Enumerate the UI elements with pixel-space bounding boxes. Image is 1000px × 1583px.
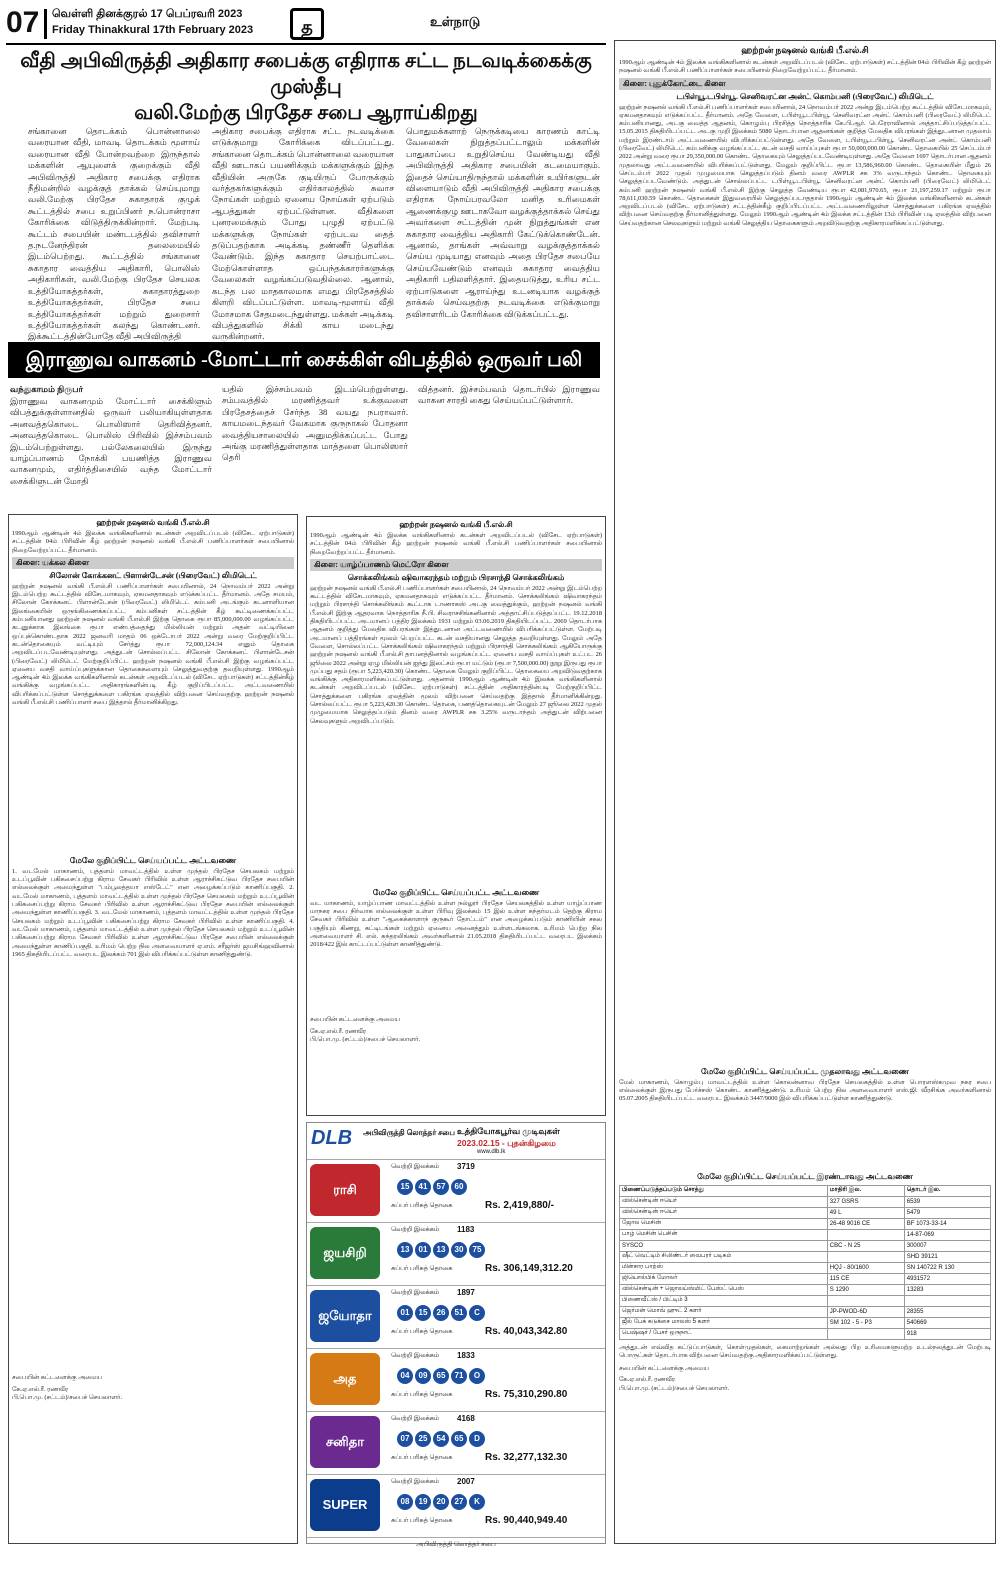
table-cell: 26-48 9016 CE bbox=[827, 1218, 904, 1229]
table-row bbox=[620, 1273, 991, 1284]
lottery-ball: 04 bbox=[397, 1368, 413, 1384]
table-row bbox=[620, 1196, 991, 1207]
lottery-jackpot: Rs. 75,310,290.80 bbox=[485, 1389, 568, 1400]
asset-table-head-0: பிணைப்படுத்தப்படும் சொத்து bbox=[620, 1185, 828, 1196]
lottery-ball: 15 bbox=[397, 1179, 413, 1195]
lottery-draw-number: 2007 bbox=[457, 1477, 475, 1486]
notice-right-body: ஹற்றன் நஷனல் வங்கி பீ.எல்.சி பணிப்பாளர்கள் சபையினால், 24 நொவம்பர் 2022 அன்று இடம்பெற்ற கூட்டத்தில் விசேடமாகவும், ஏகமனதாகவும் எடுக்கப்பட்ட தீர்மானம். அதே வேளை, டபிள்யூ.டபிள்யூ. செனிவரட்ன அன்ட் கொம்பனி (பிரைவேட்) லிமிடெட் கம்பனியானது, அடகு வைத்த ஆதனம், கொழும்பு பிரசித்த நொத்தாரிசு கே.பி.ஆர். பெரேராவினால் அத்தாட்சிப்படுத்தப்பட்ட 15.05.2015 திகதியிடப்பட்ட அடகு முறி இலக்கம் 5080 தொடர்பான ஆதனங்கள் குறித்த மேலதிக விபரங்கள் இத்துடனான முதலாம் மற்றும் இரண்டாம் அட்டவணையில் விபரிக்கப்பட்டுள்ளது. அதே வேளை, டபிள்யூ.டபிள்யூ. செனிவரட்ன அன்ட் கொம்பனி (பிரைவேட்) லிமிடெட் கம்பனிக்கு வழங்கப்பட்ட கடன் வசதி வாய்ப்புகள் ரூபா 50,000,000.00 கொண்ட தொகையில் 25 செப்டம்பர் 2022 அன்று வரை ரூபா 29,350,000.00 கொண்ட தொகையும் செலுத்தப்படவேண்டியுள்ளது. அதே வேளை 1697 தொடர்பான ஆதனம் முதலாவது அட்டவணையில் விபரிக்கப்பட்டுள்ளது. மேலும் குறிப்பிட்ட ரூபா 13,586,960.00 கொண்ட தொகையின் மீதும் 26 செப்டம்பர் 2022 முதல் முழுமையாக செலுத்தப்படும் தினம் வரை AWPLR சக 3% வருடாந்தம் கொண்ட தொகையும் செலுத்தப்படவேண்டும். அத்துடன் சொல்லப்பட்ட டபிள்யூ.டபிள்யூ. செனிவரட்ன அன்ட் கொம்பனி (பிரைவேட்) லிமிடெட் கம்பனி ஹற்றன் நஷனல் வங்கி பீ.எல்.சி இற்கு செலுத்த வேண்டிய ரூபா 42,081,970.65, ரூபா 21,197,259.17 மற்றும் ரூபா 78,611,030.59 கொண்ட தொகைகள் இதுவரையில் செலுத்தப்படாததால் 1990ஆம் ஆண்டின் 4ம் இலக்க வங்கிகளினால் கடன்கள் அறவிடப்படல் (விசேட ஏற்பாடுகள்) சட்டத்தின்கீழ் குறிப்பிடப்பட்ட அட்டவணையிலுள்ள சொத்துக்களை பகிரங்க ஏலத்தில் விற்பனை செய்வதற்கு தீர்மானித்துள்ளது. மேலும் 1990ஆம் ஆண்டின் 4ம் இலக்க சட்டத்தின் 13ம் பிரிவின் படி ஏலத்தில் விற்பனை செய்வதற்கான செலவுகளும் மற்றும் வங்கி செலுத்திய தொகைகளும் அறவிடுவதற்கு அதிகாரமளிக்கப்பட்டுள்ளது. bbox=[619, 103, 991, 227]
table-row bbox=[620, 1284, 991, 1295]
lottery-ball: 51 bbox=[451, 1305, 467, 1321]
notice-right-branch: கிளை: புதுக்கோட்டை கிளை bbox=[619, 78, 991, 90]
lottery-results bbox=[307, 1160, 605, 1564]
lottery-ball: 20 bbox=[433, 1494, 449, 1510]
lottery-website: www.dlb.lk bbox=[477, 1149, 506, 1155]
lottery-ball: 13 bbox=[433, 1242, 449, 1258]
table-cell: 49 L bbox=[827, 1207, 904, 1218]
lottery-ball: 65 bbox=[451, 1431, 467, 1447]
lottery-ball: 13 bbox=[397, 1242, 413, 1258]
notice-right bbox=[614, 40, 996, 1544]
lottery-row bbox=[307, 1223, 605, 1286]
table-cell: ஜெர்மன் மொவ் ஹுட் 2 களர் bbox=[620, 1306, 828, 1317]
notice-left-sign3: பி.பொ.மு. (சட்டம்)/சபைச் செயலாளர். bbox=[12, 1394, 123, 1402]
notice-middle-body: ஹற்றன் நஷனல் வங்கி பீ.எல்.சி பணிப்பாளர்கள் சபையினால், 24 நொவம்பர் 2022 அன்று இடம்பெற்ற கூட்டத்தில் விசேடமாகவும், ஏகமனதாகவும் எடுக்கப்பட்ட தீர்மானம். சொக்கலிங்கம் ஷிவாகரந்தம் மற்றும் பிரசாந்தி சொக்கலிங்கம் கூட்டாக டாணாகஸ் அடகு வைத்துக்கும், ஹற்றன் நஷனல் வங்கி பீ.எல்.சி இற்கு ஆதரவாக நொத்தாரிசு நீ.பி. சிவராசசிங்கனினால் அத்தாட்சிப்படுத்தப்பட்ட 19.12.2018 திகதியிடப்பட்ட அடமானப் பத்திர இலக்கம் 1931 மற்றும் 03.06.2019 திகதியிடப்பட்ட 2069 தொடர்பாக ஆதனம் குறித்து மேலதிக விபரங்கள் இத்துடனான அட்டவணையில் விபரிக்கப்பட்டுள்ள. மேற்படி அடமானப் பத்திரங்கள் மூலம் பெறப்பட்ட கடன் வசதியானது செலுத்த தவறியுள்ளது. மேலும் அதே வேளை, சொல்லப்பட்ட சொக்கலிங்கம் ஷிவாகரந்தம் மற்றும் பிரசாந்தி சொக்கலிங்கம் ஆகியோருக்கு ஹற்றன் நஷனல் வங்கி பீ.எல்.சி தாபனத்தினால் வழங்கப்பட்ட ஏனைய வசதி வாய்ப்புகள் உட்பட 26 ஜூலை 2022 அன்று ஏழு மில்லியன் ஐந்து இலட்சம் ரூபா மட்டும் (ரூபா 7,500,000.00) நூறு இருபது ரூபா முப்பது சதம் (ரூபா 5,223,420.30) கொண்ட தொகை மேலும் குறிப்பிட்ட தொகையை அறவிடுவதற்காக வங்கிக்கு அதிகாரமளிக்கப்பட்டுள்ளது. அதனால் 1990ஆம் ஆண்டின் 4ம் இலக்க வங்கிகளினால் கடன்கள் அறவிடப்படல் (விசேட ஏற்பாடுகள்) சட்டத்தின் அதிகாரத்தின்படி மேற்குறிப்பிட்ட சொத்துக்களை பகிரங்க ஏலத்தின் மூலம் விற்பனை செய்வதற்கு இத்தால் தீர்மானிக்கின்றது. சொல்லப்பட்ட ரூபா 5,223,420.30 கொண்ட தொகை, பணத்தொகையுடன் மேலும் 27 ஜூலை 2022 முதல் முழுமையாக செலுத்தப்படும் தினம் வரை AWPLR சக 3.25% வருடாந்தம் அத்துடன் விற்பனை செலவுகளும் அறவிடப்படும். bbox=[310, 584, 602, 725]
notice-right-sign2: கே.ஏ.எல்.ரீ. ரணவீர bbox=[619, 1376, 676, 1384]
table-row bbox=[620, 1295, 991, 1306]
notice-left-branch: கிளை: யக்கல கிளை bbox=[12, 557, 294, 569]
lottery-jackpot: Rs. 306,149,312.20 bbox=[485, 1263, 573, 1274]
table-row bbox=[620, 1317, 991, 1328]
table-cell: வில்சென்டின் ஈயெர் bbox=[620, 1207, 828, 1218]
notice-left-body: ஹற்றன் நஷனல் வங்கி பீ.எல்.சி பணிப்பாளர்கள் சபையினால், 24 நொவம்பர் 2022 அன்று இடம்பெற்ற கூட்டத்தில் விசேடமாகவும், ஏகமனதாகவும் எடுக்கப்பட்ட தீர்மானம். அதே சமயம், சிலோன் கோக்கனட் பிளான்டேசன் (பிரைவேட்) லிமிடெட் கம்பனி அடங்கும் கடனாளியான இலங்கையின் ஒருங்கிணைக்கப்பட்ட கம்பனிகள் சட்டத்தின் கீழ் கூட்டிணைக்கப்பட்ட கம்பனியானது ஹற்றன் நஷனல் வங்கி பீ.எல்.சி இற்கு தொகை ரூபா 85,000,000.00 வழங்கப்பட்ட கடனுக்காக இலங்கை ரூபா எண்பத்தைந்து மில்லியன் மற்றும் அதன் வட்டியினை ஒப்புக்கொண்டதாக 2022 ஜனவரி மாதம் 06 ஒக்டோபர் 2022 அன்று வரை மேற்குறிப்பிட்ட கடன்தொகையும் வட்டியும் சேர்த்து ரூபா 72,000,124.34 எனும் தொகை அறவிடப்படவேண்டியுள்ளது. அத்துடன் சொல்லப்பட்ட சிலோன் கோக்கனட் பிளான்டேசன் (பிரைவேட்) லிமிடெட் மேற்குறிப்பிட்ட ஹற்றன் நஷனல் வங்கி பீ.எல்.சி இற்கு வழங்கப்பட்ட ஏனைய வசதி வாய்ப்புகளுக்கான தொகைகளையும் செலுத்துவதற்கு தவறியுள்ளது. 1990ஆம் ஆண்டின் 4ம் இலக்க வங்கிகளினால் கடன்கள் அறவிடப்படல் (விசேட ஏற்பாடுகள்) சட்டத்தின்கீழ் வங்கிக்கு வழங்கப்பட்ட அதிகாரங்களின்படி கீழ் குறிப்பிடப்பட்ட அட்டவணையில் விபரிக்கப்பட்டுள்ள சொத்துக்களை பகிரங்க ஏலத்தில் விற்பனை செய்வதற்கு ஹற்றன் நஷனல் வங்கி பீ.எல்.சி பணிப்பாளர் சபை இத்தால் தீர்மானிக்கிறது. bbox=[12, 582, 294, 707]
table-cell: 300007 bbox=[904, 1240, 990, 1251]
lottery-ball: O bbox=[469, 1368, 485, 1384]
table-cell: 6539 bbox=[904, 1196, 990, 1207]
page-number: 07 bbox=[6, 6, 40, 39]
lottery-draw-date: 2023.02.15 - புதன்கிழமை bbox=[457, 1138, 556, 1148]
article2-byline: வந்துகாமம் நிருபர் bbox=[10, 384, 84, 394]
lottery-ball: 30 bbox=[451, 1242, 467, 1258]
table-cell: SN 140722 R 130 bbox=[904, 1262, 990, 1273]
lottery-draw-label: வெற்றி இலக்கம் bbox=[391, 1415, 440, 1422]
notice-left-company: சிலோன் கோக்கனட் பிளான்டேசன் (பிரைவேட்) லிமிடெட் bbox=[49, 570, 257, 580]
tamil-date: வெள்ளி தினக்குரல் 17 பெப்ரவரி 2023 bbox=[52, 8, 243, 20]
lottery-heading: அபிவிருத்தி லொத்தர் சபை bbox=[363, 1128, 455, 1137]
lottery-jackpot-label: சுப்பர் பரிசுத் தொகை bbox=[391, 1454, 453, 1461]
table-row bbox=[620, 1251, 991, 1262]
lottery-row bbox=[307, 1160, 605, 1223]
notice-left-title: ஹற்றன் நஷனல் வங்கி பீ.எல்.சி bbox=[96, 518, 210, 527]
table-row bbox=[620, 1218, 991, 1229]
notice-middle-sign2: கே.ஏ.எல்.ரீ. ரணவீர bbox=[310, 1028, 367, 1036]
lottery-ball: 26 bbox=[433, 1305, 449, 1321]
lottery-logo: ஜயோதா bbox=[310, 1290, 380, 1342]
lottery-draw-number: 4168 bbox=[457, 1414, 475, 1423]
lottery-row bbox=[307, 1412, 605, 1475]
lottery-jackpot: Rs. 90,440,949.40 bbox=[485, 1515, 568, 1526]
lottery-draw-label: வெற்றி இலக்கம் bbox=[391, 1478, 440, 1485]
lottery-draw-label: வெற்றி இலக்கம் bbox=[391, 1289, 440, 1296]
article2-col2: யதில் இச்சம்பவம் இடம்பெற்றுள்ளது. சம்பவத்தில் மரணித்தவர் உக்குவளை பிரதேசத்தைச் சேர்ந்த 38 வயது நபராவார். காயமடைந்தவர் வேகமாக குருநாகல் போதனா வைத்தியசாலையில் அனுமதிக்கப்பட்ட போது அங்கு மரணித்துள்ளதாக மாத்தளை பொலிஸார் தெரி bbox=[222, 384, 408, 463]
notice-right-schedule1: மேல் மாகாணம், கொழும்பு மாவட்டத்தில் உள்ள கொலன்னாவ பிரதேச செயலகத்தில் உள்ள பொரளஸ்கமுவ நகர சபை எல்லைக்குள் இருபது பேர்ச்சஸ் கொண்ட காணித்துண்டு. உரிமம் பெற்ற நில அளவையாளர் எஸ்.ஜி. வீரசிங்க அவர்களினால் 05.07.2005 திகதியிடப்பட்ட வரைபட இலக்கம் 3447/9000 இல் விபரிக்கப்பட்டுள்ள காணித்துண்டு. bbox=[619, 1078, 991, 1103]
article1-col3: பொதுமக்களாற் நெருக்கடியை காரணம் காட்டி வேலைகள் நிறுத்தப்பட்டாலும் மக்களின் பாதுகாப்பை உறுதிசெய்ய வேண்டியது வீதி அபிவிருத்தி அதிகார சபையின் கடமையாகும். இதைச் செய்யாதிருந்தால் மக்களின் உயிர்களுடன் விளையாடும் வீதி அபிவிருத்தி அதிகார சபைக்கு எதிராக நோய்பரவலோ மனித உரிமைகள் ஆணைக்குழு ஊடாகவோ வழக்குத்தாக்கல் செய்து அவர்களை சட்டத்தின் முன் நிறுத்துங்கள் என சுகாதார வைத்திய அதிகாரி கேட்டுக்கொண்டேன். ஆனால், தாங்கள் அவ்வாறு வழக்குத்தாக்கல் செய்ய முடியாது எனவும் அதை பிரதேச சபையே செய்யவேண்டும் எனவும் சுகாதார வைத்திய அதிகாரி பதிலளித்தார். இதையடுத்து, உரிய சட்ட ஏற்பாடுகளை ஆராய்ந்து உடனடியாக வழக்குத் தாக்கல் செய்வதற்கு நடவடிக்கை எடுக்குமாறு தவிசாளரிடம் கோரிக்கை விடுக்கப்பட்டது. bbox=[406, 126, 600, 319]
table-cell: CBC - N 25 bbox=[827, 1240, 904, 1251]
header-rule bbox=[6, 43, 606, 45]
table-cell: JP-PWOD-6D bbox=[827, 1306, 904, 1317]
lottery-ball: 01 bbox=[397, 1305, 413, 1321]
english-date: Friday Thinakkural 17th February 2023 bbox=[52, 24, 254, 36]
notice-middle-title: ஹற்றன் நஷனல் வங்கி பீ.எல்.சி bbox=[399, 520, 513, 529]
notice-middle-schedule: வட மாகாணம், யாழ்ப்பாண மாவட்டத்தில் உள்ள நல்லூர் பிரதேச செயலகத்தில் உள்ள யாழ்ப்பாண மாநகர சபை நிர்வாக எல்லைக்குள் உள்ள பிரிவு இலக்கம் 15 இல் உள்ள கந்தர்மடம் தெற்கு கிராம சேவகர் பிரிவில் உள்ள "ஆகைக்காளாந் குருகூர் தோட்டம்" என அழைக்கப்படும் காணியின் சகல பகுதியும் கிணறு, கட்டிடங்கள் மற்றும் ஏனைய அனைத்தும் உள்ளடங்கலாக. உரிமம் பெற்ற நில அளவையாளர் சி. எல். சுந்தரலிங்கம் அவர்களினால் 21.05.2018 திகதியிடப்பட்ட வரைபட இலக்கம் 2018/422 இல் காட்டப்பட்டுள்ள காணித்துண்டு. bbox=[310, 899, 602, 949]
notice-right-closing: அத்துடன் எவ்வித கட்டுப்பாடுகள், கொள்முதல்கள், கைமாற்றங்கள் அல்லது பிற உரிமைகளுமற்ற உடல்நலத்துடன் மேற்படி பொருட்கள் தொடர்பாக விற்பனை செய்வதற்கு அதிகாரமளிக்கப்பட்டுள்ளது. bbox=[619, 1343, 991, 1359]
table-row bbox=[620, 1240, 991, 1251]
table-cell: 327 GSRS bbox=[827, 1196, 904, 1207]
table-cell: 13283 bbox=[904, 1284, 990, 1295]
lottery-ball: 15 bbox=[415, 1305, 431, 1321]
lottery-ball: 60 bbox=[451, 1179, 467, 1195]
notice-middle-schedule-title: மேலே குறிப்பிட்ட செய்யப்பட்ட அட்டவணை bbox=[372, 887, 540, 897]
lottery-ball: 01 bbox=[415, 1242, 431, 1258]
table-cell: ஜீல் பேக் கடுக்சை மாலஸ் 5 களர் bbox=[620, 1317, 828, 1328]
lottery-row bbox=[307, 1286, 605, 1349]
table-cell bbox=[827, 1295, 904, 1306]
table-cell: 5479 bbox=[904, 1207, 990, 1218]
table-cell: ஷீட் வெட்டிம் சிலிண்டர் வைபரர் படிகம் bbox=[620, 1251, 828, 1262]
lottery-draw-title: உத்தியோகபூர்வ முடிவுகள் bbox=[457, 1126, 560, 1136]
table-cell: 4931572 bbox=[904, 1273, 990, 1284]
lottery-jackpot: Rs. 32,277,132.30 bbox=[485, 1452, 568, 1463]
article2-col1: இராணுவ வாகனமும் மோட்டார் சைக்கிளும் விபத்துக்குள்ளானதில் ஒருவர் பலியாகியுள்ளதாக அனவத்தகொடை பொலிஸார் தெரிவித்தனர். அனவத்தகொடை பொலிஸ் பிரிவில் இச்சம்பவம் இடம்பெற்றுள்ளது. பல்லேகலையில் இருந்து யாழ்ப்பாணம் நோக்கி பயணித்த இராணுவ வாகனமும், எதிர்த்திசையில் வந்த மோட்டார் சைக்கிளுடன் மோதி bbox=[10, 396, 212, 486]
lottery-ball: 27 bbox=[451, 1494, 467, 1510]
table-cell: வில்சென்டின் ஈயெர் bbox=[620, 1196, 828, 1207]
table-cell: 115 CE bbox=[827, 1273, 904, 1284]
table-cell: பிணைவீட்ஸ் / பிட்டிம் 3 bbox=[620, 1295, 828, 1306]
lottery-balls bbox=[397, 1302, 487, 1321]
lottery-balls bbox=[397, 1239, 487, 1258]
table-cell: 28355 bbox=[904, 1306, 990, 1317]
notice-right-company: டபிள்யூ.டபிள்யூ. செனிவரட்ன அன்ட் கொம்பனி (பிரைவேட்) லிமிடெட் bbox=[676, 91, 934, 101]
lottery-draw-label: வெற்றி இலக்கம் bbox=[391, 1352, 440, 1359]
table-cell: S 1290 bbox=[827, 1284, 904, 1295]
lottery-jackpot-label: சுப்பர் பரிசுத் தொகை bbox=[391, 1202, 453, 1209]
lottery-draw-number: 3719 bbox=[457, 1162, 475, 1171]
lottery-ball: C bbox=[469, 1305, 485, 1321]
asset-table-head-2: தொடர் இல. bbox=[904, 1185, 990, 1196]
lottery-ball: 71 bbox=[451, 1368, 467, 1384]
table-cell: மின்சார பாற்ஸ் bbox=[620, 1262, 828, 1273]
lottery-row bbox=[307, 1349, 605, 1412]
table-cell bbox=[904, 1295, 990, 1306]
lottery-ball: 75 bbox=[469, 1242, 485, 1258]
table-cell: HQJ - 80/1600 bbox=[827, 1262, 904, 1273]
table-cell: ஜியொல்பிக் மோலர் bbox=[620, 1273, 828, 1284]
table-cell bbox=[827, 1251, 904, 1262]
notice-middle bbox=[306, 516, 606, 1116]
lottery-logo: SUPER BALL bbox=[310, 1479, 380, 1531]
lottery-ball: 19 bbox=[415, 1494, 431, 1510]
headline-1-line1: வீதி அபிவிருத்தி அதிகார சபைக்கு எதிராக சட்ட நடவடிக்கைக்கு முஸ்தீபு bbox=[20, 50, 592, 98]
table-cell: BF 1073-33-14 bbox=[904, 1218, 990, 1229]
table-row bbox=[620, 1328, 991, 1339]
section-label: உள்நாடு bbox=[430, 14, 481, 29]
lottery-jackpot: Rs. 40,043,342.80 bbox=[485, 1326, 568, 1337]
notice-left-sign1: சபையின் கட்டளைக்கு அமைய bbox=[12, 1373, 102, 1381]
article2-col3: வித்தனர். இச்சம்பவம் தொடர்பில் இராணுவ வாகன சாரதி கைது செய்யப்பட்டுள்ளார். bbox=[418, 384, 600, 406]
notice-right-intro: 1990ஆம் ஆண்டின் 4ம் இலக்க வங்கிகளினால் கடன்கள் அறவிடப்படல் (விசேட ஏற்பாடுகள்) சட்டத்தின் 04ம் பிரிவின் கீழ் ஹற்றன் நஷனல் வங்கி பீ.எல்.சி பணிப்பாளர்கள் சபையினால் நிறைவேற்றப்பட்ட தீர்மானம். bbox=[619, 59, 991, 75]
lottery-jackpot-label: சுப்பர் பரிசுத் தொகை bbox=[391, 1517, 453, 1524]
table-cell: பாழ் மெசின் பெசின் bbox=[620, 1229, 828, 1240]
notice-left bbox=[8, 514, 298, 1544]
thinakkural-logo-icon: த bbox=[290, 8, 324, 40]
table-row bbox=[620, 1306, 991, 1317]
lottery-logo: அத bbox=[310, 1353, 380, 1405]
table-cell bbox=[827, 1229, 904, 1240]
notice-left-intro: 1990ஆம் ஆண்டின் 4ம் இலக்க வங்கிகளினால் கடன்கள் அறவிடப்படல் (விசேட ஏற்பாடுகள்) சட்டத்தின் 04ம் பிரிவின் கீழ் ஹற்றன் நஷனல் வங்கி பீ.எல்.சி பணிப்பாளர்கள் சபையினால் நிறைவேற்றப்பட்ட தீர்மானம். bbox=[12, 530, 294, 554]
lottery-logo: ஜயசிறி bbox=[310, 1227, 380, 1279]
table-cell: பெஷ்ஷர் / பேசர் ஒருநாட் bbox=[620, 1328, 828, 1339]
table-cell bbox=[827, 1328, 904, 1339]
lottery-draw-label: வெற்றி இலக்கம் bbox=[391, 1226, 440, 1233]
notice-left-schedule-title: மேலே குறிப்பிட்ட செய்யப்பட்ட அட்டவணை bbox=[69, 855, 237, 865]
table-cell: 918 bbox=[904, 1328, 990, 1339]
headline-2: இராணுவ வாகனம் -மோட்டார் சைக்கிள் விபத்தில் ஒருவர் பலி bbox=[8, 342, 600, 378]
lottery-draw-label: வெற்றி இலக்கம் bbox=[391, 1163, 440, 1170]
table-cell: வில்சென்டின் + ஜொலய்ஸ்மிட் பேஸ்ட் பெஸ் bbox=[620, 1284, 828, 1295]
asset-table bbox=[619, 1185, 991, 1340]
lottery-ball: K bbox=[469, 1494, 485, 1510]
table-row bbox=[620, 1229, 991, 1240]
table-cell: SYSCO bbox=[620, 1240, 828, 1251]
lottery-ball: 07 bbox=[397, 1431, 413, 1447]
lottery-balls bbox=[397, 1365, 487, 1384]
lottery-balls bbox=[397, 1491, 487, 1510]
notice-right-schedule1-title: மேலே குறிப்பிட்ட செய்யப்பட்ட முதலாவது அட்டவணை bbox=[701, 1066, 909, 1076]
lottery-footer: அபிவிருத்தி லொத்தர் சபை bbox=[416, 1541, 496, 1548]
notice-right-schedule2-title: மேலே குறிப்பிட்ட செய்யப்பட்ட இரண்டாவது அட்டவணை bbox=[697, 1171, 913, 1181]
lottery-jackpot: Rs. 2,419,880/- bbox=[485, 1200, 554, 1211]
lottery-ball: 08 bbox=[397, 1494, 413, 1510]
lottery-ball: 54 bbox=[433, 1431, 449, 1447]
lottery-ball: D bbox=[469, 1431, 485, 1447]
notice-middle-branch: கிளை: யாழ்ப்பாணம் மெட்ரோ கிளை bbox=[310, 559, 602, 571]
lottery-panel bbox=[306, 1122, 606, 1564]
notice-right-sign1: சபையின் கட்டளைக்கு அமைய bbox=[619, 1365, 709, 1373]
notice-middle-sign3: பி.பொ.மு. (சட்டம்)/சபைச் செயலாளர். bbox=[310, 1036, 421, 1044]
notice-right-title: ஹற்றன் நஷனல் வங்கி பீ.எல்.சி bbox=[741, 45, 869, 55]
headline-1-line2: வலி.மேற்கு பிரதேச சபை ஆராய்கிறது bbox=[134, 102, 478, 124]
lottery-balls bbox=[397, 1176, 469, 1195]
article1-col2: அதிகார சபைக்கு எதிராக சட்ட நடவடிக்கை எடுக்குமாறு கோரிக்கை விடப்பட்டது. சங்கானை தொடக்கம் பொன்னாலை வரையான வீதி ஊடாகப் பயணிக்கும் மக்களுக்கும் இந்த வீதியின் அருகே குடியிருப் போருக்கும் வர்த்தகர்களுக்கும் எதிர்காலத்தில் சுவாச நோய்கள் மற்றும் ஏனைய நோய்கள் ஏற்படும் ஆபத்துகள் ஏற்பட்டுள்ளன. வீதிகளை புனரமைக்கும் போது புழுதி ஏற்பட்டு மக்களுக்கு நோய்கள் ஏற்படவ தைத் தடுப்பதற்காக அடிக்கடி தண்ணீர் தெளிக்க வேண்டும். இந்த சுகாதார செயற்பாட்டை மேற்கொள்ளாத ஒப்பந்தக்காரர்களுக்கு வேலைகள் வழங்கப்படுவதில்லை. ஆனால், கடந்த பல மாதகாலமாக எமது பிரதேசத்தில் கிளறி விடப்பட்டுள்ள. மாவடி-மூளாய் வீதி மோசமாக சேதமடைந்துள்ளது. மக்கள் அடிக்கடி விபத்துகளில் சிக்கி காய மடைந்து வருகின்றனர். bbox=[212, 126, 394, 342]
lottery-draw-number: 1183 bbox=[457, 1225, 475, 1234]
notice-right-sign3: பி.பொ.மு. (சட்டம்)/சபைச் செயலாளர். bbox=[619, 1384, 730, 1392]
notice-middle-sign1: சபையின் கட்டளைக்கு அமைய bbox=[310, 1015, 400, 1023]
lottery-ball: 09 bbox=[415, 1368, 431, 1384]
lottery-jackpot-label: சுப்பர் பரிசுத் தொகை bbox=[391, 1328, 453, 1335]
lottery-draw-number: 1833 bbox=[457, 1351, 475, 1360]
article1-col1: சங்கானை தொடக்கம் பொன்னாலை வரையான வீதி, மாவடி தொடக்கம் மூளாய் வரையான வீதி போன்றவற்றை இருந்தால் மக்களின் ஆயுளைக் குறைக்கும் வீதி அபிவிருத்தி அதிகார சபைக்கு எதிராக நீதிமன்றில் வழக்குத் தாக்கல் செய்யுமாறு வலி.மேற்கு பிரதேச சுகாதாரக் குழுக் கூட்டத்தில் சபை உறுப்பினர் ந.பொன்ராசா கோரிக்கை விடுத்திருக்கின்றார். மேற்படி கூட்டம் சபையின் மண்டபத்தில் தவிசாளர் த.நடனேந்திரன் தலைமையில் இடம்பெற்றது. கூட்டத்தில் சங்கானை சுகாதார வைத்திய அதிகாரி, பொலிஸ் அதிகாரிகள், வலி.மேற்கு பிரதேச செயலக உத்தியோகத்தர்கள், சுகாதாரத்துறை உத்தியோகத்தர்கள், பிரதேச சபை உத்தியோகத்தர்கள் மற்றும் துறைசார் உத்தியோகத்தர்கள் கலந்து கொண்டனர். இக்கூட்டத்தின்போதே வீதி அபிவிருத்தி bbox=[28, 126, 200, 342]
lottery-draw-number: 1897 bbox=[457, 1288, 475, 1297]
lottery-logo: ராசி bbox=[310, 1164, 380, 1216]
table-cell: SM 102 - 5 - P3 bbox=[827, 1317, 904, 1328]
notice-middle-company: சொக்கலிங்கம் ஷிவாகரந்தம் மற்றும் பிரசாந்தி சொக்கலிங்கம் bbox=[347, 572, 565, 582]
lottery-ball: 57 bbox=[433, 1179, 449, 1195]
table-cell: ஜோல மெசின் bbox=[620, 1218, 828, 1229]
table-cell: 14-87-069 bbox=[904, 1229, 990, 1240]
asset-table-head-1: மாதிரி இல. bbox=[827, 1185, 904, 1196]
headline-1 bbox=[8, 48, 604, 126]
page-number-bar bbox=[44, 9, 47, 39]
table-cell: SHD 39121 bbox=[904, 1251, 990, 1262]
lottery-jackpot-label: சுப்பர் பரிசுத் தொகை bbox=[391, 1265, 453, 1272]
table-row bbox=[620, 1207, 991, 1218]
lottery-ball: 65 bbox=[433, 1368, 449, 1384]
notice-left-schedule: 1. வடமேல் மாகாணம், புத்தளம் மாவட்டத்தில் உள்ள முந்தல் பிரதேச செயலகம் மற்றும் உடப்பூவின் பகிகசைப்பற்று கிராம சேவகர் பிரிவில் உள்ள ஆராச்சிகட்டுவ பிரதேச சபையின் எல்லைக்குள் அமைந்துள்ள "பம்பூலத்தயா எஸ்டேட்" என அழைக்கப்படும் காணிப்பகுதி. 2. வடமேல் மாகாணம், புத்தளம் மாவட்டத்தில் உள்ள முந்தல் பிரதேச செயலகம் மற்றும் உடப்பூவின் பகிகசைப்பற்று கிராம சேவகர் பிரிவில் உள்ள ஆராச்சிகட்டுவ பிரதேச சபையின் எல்லைக்குள் அமைந்துள்ள காணிப்பகுதி. 3. வடமேல் மாகாணம், புத்தளம் மாவட்டத்தில் உள்ள முந்தல் பிரதேச செயலகம் மற்றும் உடப்பூவின் பகிகசைப்பற்று கிராம சேவகர் பிரிவில் உள்ள காணிப்பகுதி. 4. வடமேல் மாகாணம், புத்தளம் மாவட்டத்தில் உள்ள முந்தல் பிரதேச செயலகம் மற்றும் உடப்பூவின் பகிகசைப்பற்று கிராம சேவகர் பிரிவில் உள்ள ஆராச்சிகட்டுவ பிரதேச சபையின் எல்லைக்குள் அமைந்துள்ள காணிப்பகுதி. உரிமம் பெற்ற நில அளவையாளர் ஏ.எம். சரீஜர்ஸ் ஜயசிங்ஹவினால் 1965 திகதியிடப்பட்ட வரைபட இலக்கம் 701 இல் விபரிக்கப்பட்டுள்ள காணித்துண்டு. bbox=[12, 867, 294, 958]
lottery-balls bbox=[397, 1428, 487, 1447]
lottery-ball: 41 bbox=[415, 1179, 431, 1195]
lottery-jackpot-label: சுப்பர் பரிசுத் தொகை bbox=[391, 1391, 453, 1398]
lottery-ball: 25 bbox=[415, 1431, 431, 1447]
table-cell: 540669 bbox=[904, 1317, 990, 1328]
notice-left-sign2: கே.ஏ.எல்.ரீ. ரணவீர bbox=[12, 1386, 69, 1394]
table-row bbox=[620, 1262, 991, 1273]
notice-middle-intro: 1990ஆம் ஆண்டின் 4ம் இலக்க வங்கிகளினால் கடன்கள் அறவிடப்படல் (விசேட ஏற்பாடுகள்) சட்டத்தின் 04ம் பிரிவின் கீழ் ஹற்றன் நஷனல் வங்கி பீ.எல்.சி பணிப்பாளர்கள் சபையினால் நிறைவேற்றப்பட்ட தீர்மானம். bbox=[310, 532, 602, 556]
lottery-logo: சனிதா bbox=[310, 1416, 380, 1468]
dlb-logo-icon: DLB bbox=[311, 1127, 353, 1149]
